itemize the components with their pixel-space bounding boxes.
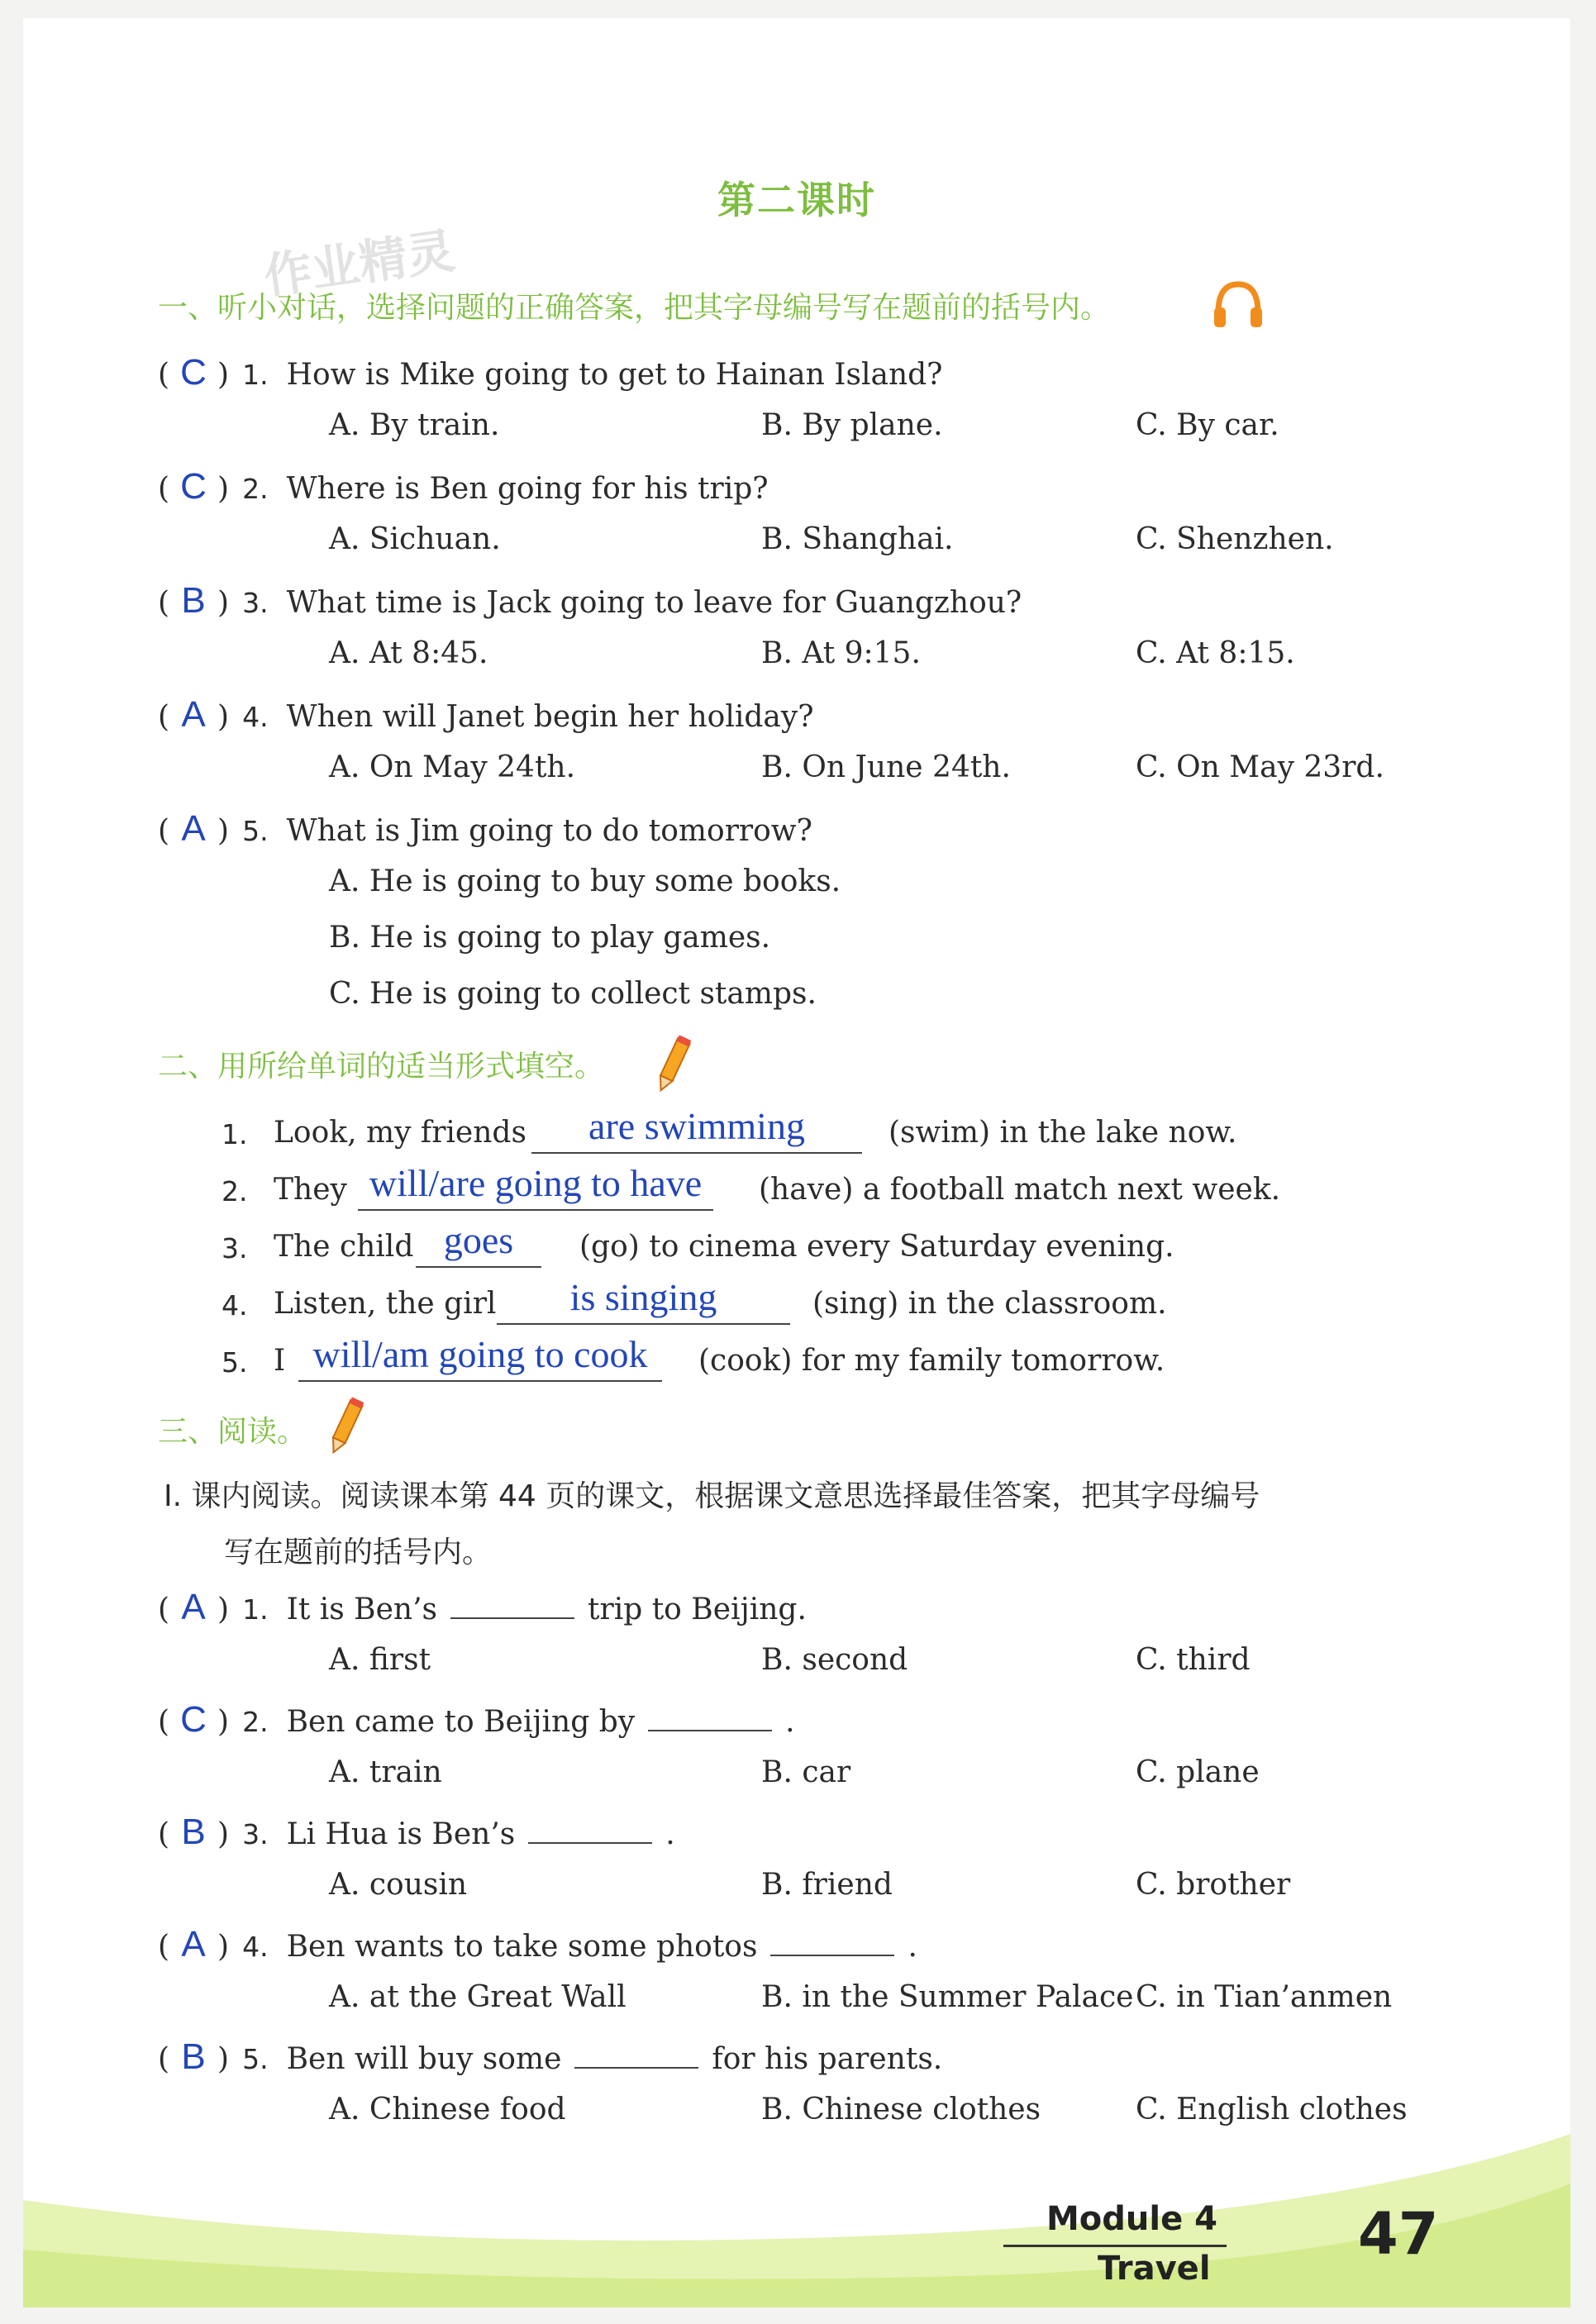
answer-letter: C [180,352,207,393]
option-c: C. Shenzhen. [1136,522,1334,556]
fill-item-before: The child [274,1230,414,1264]
option-b: B. Chinese clothes [761,2093,1041,2126]
option-a: A. Chinese food [329,2093,566,2126]
fill-item-number: 1. [222,1118,248,1150]
question-row [158,2036,942,2078]
fill-item-number: 4. [222,1289,248,1322]
open-paren: ( [158,2042,170,2076]
section3-heading: 三、阅读。 [158,1415,307,1449]
answer-letter: A [181,1587,206,1627]
open-paren: ( [158,586,170,620]
option-c: C. He is going to collect stamps. [329,977,817,1011]
option-b: B. car [761,1755,851,1789]
open-paren: ( [158,1930,170,1964]
answer-blank [770,1930,894,1956]
fill-blank-line [298,1380,662,1382]
question-row [158,694,814,736]
headphones-icon [1212,279,1265,331]
answer-blank [528,1817,652,1844]
fill-item-after: (sing) in the classroom. [812,1287,1167,1321]
close-paren: ) [217,1593,230,1626]
question-row [158,466,769,507]
fill-item-number: 2. [222,1175,248,1207]
close-paren: ) [217,586,230,620]
footer-decoration [23,2134,1570,2307]
answer-blank [648,1705,772,1731]
question-row [158,352,942,393]
answer-blank [450,1593,574,1619]
open-paren: ( [158,1705,170,1739]
section2-heading: 二、用所给单词的适当形式填空。 [158,1050,605,1083]
option-a: A. Sichuan. [329,522,501,556]
question-text: What time is Jack going to leave for Guangzhou? [286,586,1022,620]
fill-blank-line [497,1323,790,1325]
question-number: 4. [242,1931,269,1963]
question-text-before: Ben will buy some [286,2042,562,2076]
option-b: B. in the Summer Palace [761,1980,1134,2014]
option-a: A. By train. [329,408,500,442]
pencil-icon [651,1035,693,1094]
fill-item-after: (swim) in the lake now. [889,1116,1237,1150]
option-a: A. At 8:45. [329,636,488,670]
option-a: A. He is going to buy some books. [329,864,841,898]
fill-answer: is singing [569,1276,717,1318]
question-text-after: . [665,1817,675,1851]
question-number: 2. [242,1706,269,1738]
question-row [158,580,1022,621]
reading-intro-line2: 写在题前的括号内。 [224,1536,493,1569]
question-text-before: Li Hua is Ben’s [286,1817,516,1851]
question-row [158,1587,807,1628]
close-paren: ) [217,1930,230,1964]
close-paren: ) [217,814,230,848]
open-paren: ( [158,1817,170,1851]
answer-letter: B [181,1812,206,1852]
fill-answer: are swimming [588,1105,805,1147]
fill-answer: will/am going to cook [312,1333,648,1375]
close-paren: ) [217,1817,230,1851]
option-b: B. Shanghai. [761,522,954,556]
question-text-after: for his parents. [712,2042,943,2076]
answer-letter: B [181,2036,206,2077]
reading-intro-line1: Ⅰ. 课内阅读。阅读课本第 44 页的课文，根据课文意思选择最佳答案，把其字母编号 [164,1479,1260,1513]
option-b: B. friend [761,1868,893,1902]
question-number: 5. [242,815,269,847]
option-b: B. By plane. [761,408,943,442]
option-c: C. English clothes [1136,2093,1408,2126]
fill-item-after: (have) a football match next week. [759,1173,1281,1207]
option-c: C. brother [1136,1868,1291,1902]
answer-letter: B [181,580,206,621]
footer-module: Module 4 [1046,2200,1217,2238]
question-number: 3. [242,1818,269,1850]
answer-blank [574,2042,698,2069]
option-b: B. He is going to play games. [329,921,771,955]
answer-letter: A [181,1924,206,1964]
question-row [158,1812,675,1853]
fill-item-before: Listen, the girl [274,1287,497,1321]
close-paren: ) [217,1705,230,1739]
question-text-before: Ben wants to take some photos [286,1930,758,1964]
section1-heading: 一、听小对话，选择问题的正确答案，把其字母编号写在题前的括号内。 [158,291,1111,325]
question-text-before: It is Ben’s [286,1593,438,1626]
close-paren: ) [217,472,230,506]
question-number: 4. [242,701,269,733]
option-c: C. On May 23rd. [1136,750,1384,784]
workbook-page [23,18,1570,2307]
option-a: A. train [329,1755,442,1789]
open-paren: ( [158,358,170,392]
fill-blank-line [358,1209,713,1211]
footer-divider [1003,2245,1227,2247]
question-row [158,808,812,850]
question-text-after: . [908,1930,917,1964]
pencil-icon [324,1397,365,1456]
option-b: B. At 9:15. [761,636,921,670]
question-text: How is Mike going to get to Hainan Island? [286,358,943,392]
option-b: B. second [761,1643,908,1677]
fill-item-number: 3. [222,1232,248,1264]
open-paren: ( [158,700,170,734]
fill-item-before: They [274,1173,347,1207]
page-number: 47 [1358,2200,1439,2268]
fill-blank-line [531,1152,862,1154]
close-paren: ) [217,2042,230,2076]
fill-item-number: 5. [222,1346,248,1379]
open-paren: ( [158,1593,170,1626]
question-text: What is Jim going to do tomorrow? [286,814,812,848]
option-b: B. On June 24th. [761,750,1011,784]
open-paren: ( [158,472,170,506]
watermark: 作业精灵 [260,222,459,305]
fill-item-before: I [274,1344,286,1378]
question-text-before: Ben came to Beijing by [286,1705,636,1739]
option-c: C. At 8:15. [1136,636,1295,670]
question-text: Where is Ben going for his trip? [286,472,769,506]
answer-letter: A [181,694,206,735]
fill-answer: goes [443,1219,514,1261]
option-c: C. By car. [1136,408,1279,442]
fill-blank-line [416,1266,541,1268]
question-row [158,1924,917,1965]
question-number: 1. [242,1593,269,1626]
option-c: C. third [1136,1643,1251,1677]
option-a: A. at the Great Wall [329,1980,626,2014]
question-number: 2. [242,473,269,505]
fill-answer: will/are going to have [369,1162,703,1204]
question-text-after: . [785,1705,795,1739]
footer-unit: Travel [1098,2250,1211,2288]
option-c: C. plane [1136,1755,1260,1789]
answer-letter: C [180,466,207,507]
fill-item-before: Look, my friends [274,1116,526,1150]
answer-letter: A [181,808,206,849]
option-a: A. cousin [329,1868,468,1902]
option-c: C. in Tian’anmen [1136,1980,1393,2014]
close-paren: ) [217,358,230,392]
fill-item-after: (cook) for my family tomorrow. [698,1344,1165,1378]
open-paren: ( [158,814,170,848]
close-paren: ) [217,700,230,734]
question-text: When will Janet begin her holiday? [286,700,814,734]
question-text-after: trip to Beijing. [588,1593,807,1626]
fill-item-after: (go) to cinema every Saturday evening. [579,1230,1174,1264]
option-a: A. first [329,1643,431,1677]
question-number: 3. [242,587,269,619]
option-a: A. On May 24th. [329,750,576,784]
page-title: 第二课时 [717,178,876,222]
answer-letter: C [180,1699,207,1740]
question-number: 5. [242,2043,269,2075]
question-row [158,1699,795,1741]
question-number: 1. [242,359,269,391]
